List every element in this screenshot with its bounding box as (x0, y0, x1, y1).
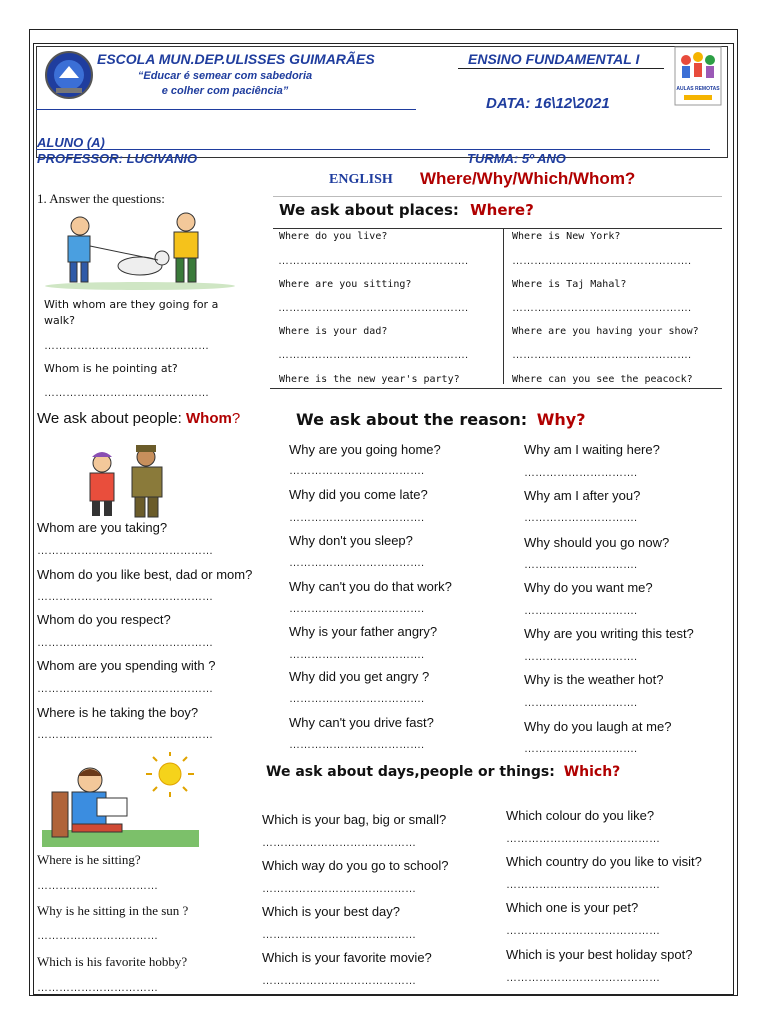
where-question: Where is your dad? (279, 326, 388, 337)
answer-line[interactable]: …………………………………………. (512, 349, 692, 361)
school-logo (44, 50, 94, 100)
answer-line[interactable]: ………………………………. (289, 557, 425, 569)
answer-line[interactable]: …………………………. (524, 697, 638, 709)
teacher-label: PROFESSOR: LUCIVANIO (37, 151, 198, 166)
question-text: Whom is he pointing at? (44, 362, 178, 375)
ensino-label: ENSINO FUNDAMENTAL I (468, 51, 640, 67)
why-question: Why is the weather hot? (524, 672, 664, 687)
answer-line[interactable]: ………………………………. (289, 512, 425, 524)
policeman-boy-illustration (80, 443, 188, 518)
where-heading (279, 201, 534, 219)
why-question: Why do you want me? (524, 580, 653, 595)
where-question: Where is Taj Mahal? (512, 279, 627, 290)
table-top-border (273, 228, 722, 229)
which-question: Which country do you like to visit? (506, 854, 702, 869)
whom-heading-text: We ask about people: (37, 410, 182, 427)
answer-line[interactable]: ………………………………………… (37, 637, 213, 649)
answer-line[interactable]: ……………………………………… (44, 387, 209, 399)
picture-question: Where is he sitting? (37, 852, 141, 867)
why-question: Why do you laugh at me? (524, 719, 672, 734)
which-question: Which is your best holiday spot? (506, 947, 693, 962)
which-heading-text: We ask about days,people or things: (266, 764, 555, 780)
answer-line[interactable]: …………………………. (524, 605, 638, 617)
why-question: Why are you writing this test? (524, 626, 694, 641)
picture-question: Which is his favorite hobby? (37, 954, 188, 969)
which-question: Which is your bag, big or small? (262, 812, 447, 827)
motto-line-1: “Educar é semear com sabedoria (137, 70, 313, 82)
answer-line[interactable]: …………………………. (524, 512, 638, 524)
why-question: Why don't you sleep? (289, 533, 413, 548)
whom-question: Whom are you spending with ? (37, 658, 216, 673)
why-question: Why is your father angry? (289, 624, 438, 639)
walking-dog-illustration (40, 208, 240, 290)
class-label: TURMA: 5º ANO (467, 151, 566, 166)
why-heading-text: We ask about the reason: (296, 410, 528, 429)
answer-line[interactable]: …………………………………… (506, 879, 660, 891)
question-text: With whom are they going for a walk? (44, 298, 219, 327)
divider (273, 196, 722, 197)
where-question: Where is New York? (512, 231, 621, 242)
why-question: Why did you come late? (289, 487, 428, 502)
worksheet-title: Where/Why/Which/Whom? (420, 169, 636, 188)
answer-line[interactable]: ……………………………………………. (278, 302, 469, 314)
why-question: Why did you get angry ? (289, 669, 430, 684)
which-question: Which is your best day? (262, 904, 401, 919)
answer-line[interactable]: …………………………………………. (512, 302, 692, 314)
whom-question: Whom do you respect? (37, 612, 171, 627)
where-keyword: Where? (470, 201, 534, 219)
answer-line[interactable]: ……………………………………………. (278, 255, 469, 267)
answer-line[interactable]: …………………………………… (262, 837, 416, 849)
answer-line[interactable]: …………………………………… (262, 929, 416, 941)
why-heading (296, 410, 586, 429)
answer-line[interactable]: …………………………… (37, 982, 158, 994)
which-question: Which is your favorite movie? (262, 950, 432, 965)
which-question: Which colour do you like? (506, 808, 655, 823)
answer-line[interactable]: ………………………………………… (37, 683, 213, 695)
why-question: Why can't you drive fast? (289, 715, 434, 730)
answer-line[interactable]: …………………………………… (262, 883, 416, 895)
whom-question: Whom are you taking? (37, 520, 168, 535)
answer-line[interactable]: ………………………………………… (37, 545, 213, 557)
why-question: Why should you go now? (524, 535, 670, 550)
divider (36, 149, 710, 150)
answer-line[interactable]: ………………………………. (289, 693, 425, 705)
answer-line[interactable]: ………………………………. (289, 649, 425, 661)
answer-line[interactable]: ……………………………………………. (278, 349, 469, 361)
answer-line[interactable]: ………………………………………… (37, 591, 213, 603)
motto-line-2: e colher com paciência” (161, 85, 289, 97)
boy-reading-sun-illustration (42, 752, 199, 847)
answer-line[interactable]: …………………………. (524, 743, 638, 755)
answer-line[interactable]: …………………………. (524, 559, 638, 571)
which-heading (266, 764, 620, 780)
where-question: Where is the new year's party? (279, 374, 460, 385)
school-name: ESCOLA MUN.DEP.ULISSES GUIMARÃES (97, 51, 375, 67)
answer-line[interactable]: …………………………… (37, 880, 158, 892)
aulas-remotas-badge (674, 46, 722, 106)
where-heading-text: We ask about places: (279, 201, 459, 219)
answer-line[interactable]: ………………………………. (289, 465, 425, 477)
which-question: Which one is your pet? (506, 900, 639, 915)
table-column-divider (503, 229, 504, 384)
where-question: Where do you live? (279, 231, 388, 242)
where-question: Where can you see the peacock? (512, 374, 693, 385)
answer-line[interactable]: …………………………… (37, 930, 158, 942)
school-motto (120, 69, 330, 99)
where-question: Where are you sitting? (279, 279, 412, 290)
answer-line[interactable]: …………………………………… (506, 833, 660, 845)
student-field: ALUNO (A) (37, 135, 105, 150)
answer-line[interactable]: ………………………………. (289, 603, 425, 615)
why-question: Why are you going home? (289, 442, 441, 457)
whom-question: Where is he taking the boy? (37, 705, 199, 720)
divider (458, 68, 664, 69)
whom-heading (37, 410, 240, 427)
which-question: Which way do you go to school? (262, 858, 449, 873)
answer-line[interactable]: ……………………………………… (44, 340, 209, 352)
answer-line[interactable]: …………………………………… (262, 975, 416, 987)
why-question: Why can't you do that work? (289, 579, 452, 594)
where-question: Where are you having your show? (512, 326, 699, 337)
why-question: Why am I after you? (524, 488, 641, 503)
why-keyword: Why? (536, 410, 586, 429)
answer-line[interactable]: …………………………………… (506, 925, 660, 937)
whom-question: Whom do you like best, dad or mom? (37, 567, 253, 582)
picture-question: Why is he sitting in the sun ? (37, 903, 189, 918)
whom-keyword: Whom (186, 410, 232, 427)
subject-label: ENGLISH (329, 172, 393, 187)
answer-line[interactable]: …………………………. (524, 467, 638, 479)
answer-line[interactable]: ………………………………………… (37, 729, 213, 741)
answer-line[interactable]: …………………………………… (506, 972, 660, 984)
badge-text: AULAS REMOTAS (676, 86, 720, 92)
which-keyword: Which? (563, 764, 621, 780)
answer-line[interactable]: …………………………. (524, 651, 638, 663)
answer-line[interactable]: …………………………………………. (512, 255, 692, 267)
why-question: Why am I waiting here? (524, 442, 660, 457)
divider (36, 109, 416, 110)
answer-line[interactable]: ………………………………. (289, 739, 425, 751)
instruction: 1. Answer the questions: (37, 191, 165, 206)
table-bottom-border (270, 388, 722, 389)
whom-question-mark: ? (231, 410, 241, 427)
date-label: DATA: 16\12\2021 (486, 95, 610, 112)
